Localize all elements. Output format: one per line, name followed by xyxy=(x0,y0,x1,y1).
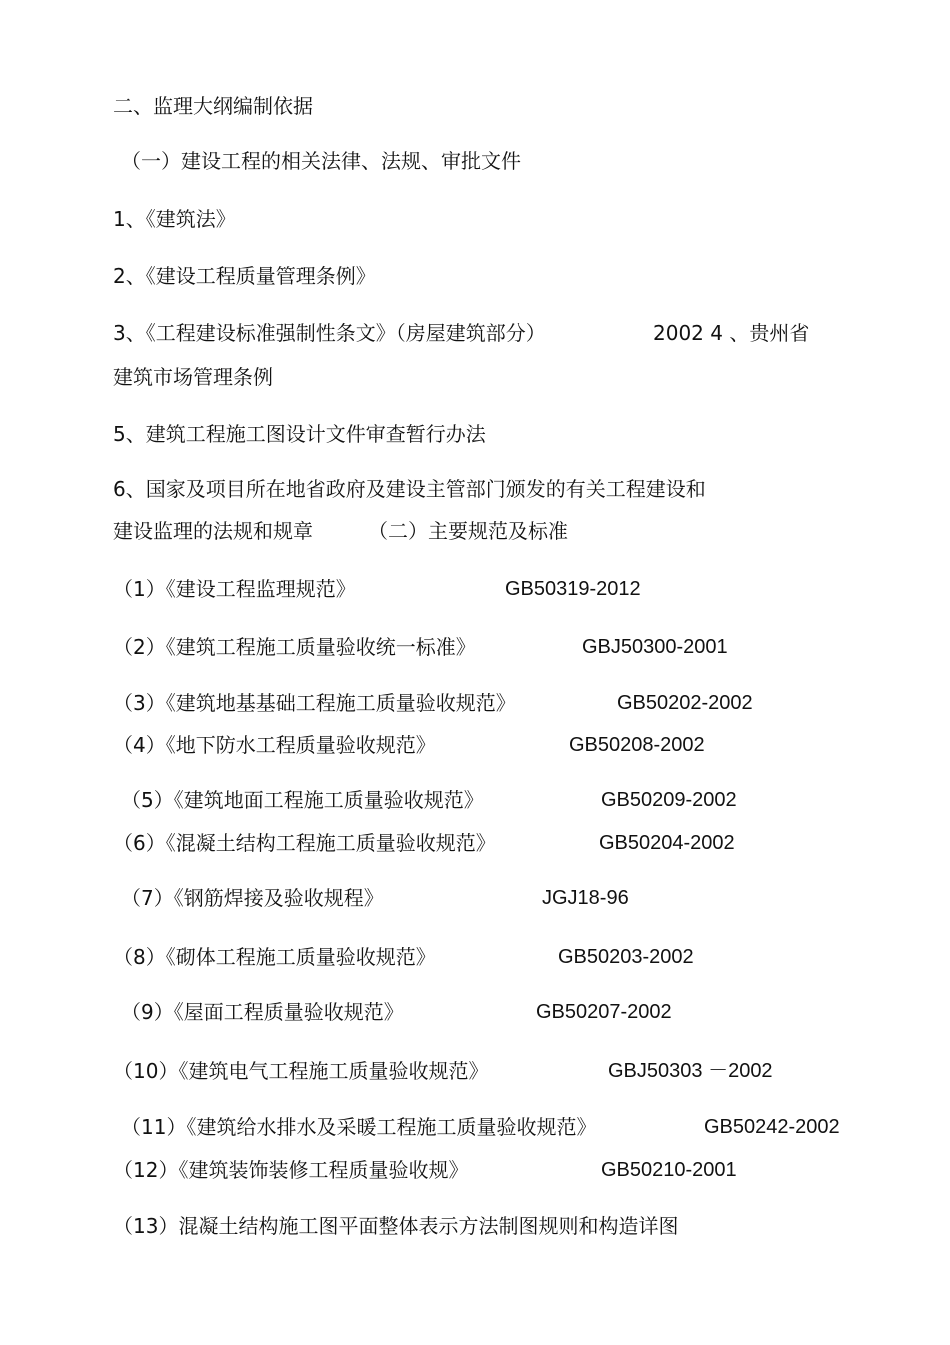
standard-name: （1）《建设工程监理规范》 xyxy=(113,577,356,601)
list-item: 3、《工程建设标准强制性条文》（房屋建筑部分） xyxy=(113,321,546,345)
standard-name: （9）《屋面工程质量验收规范》 xyxy=(121,1000,404,1024)
list-item: 建设监理的法规和规章 xyxy=(113,519,313,543)
standard-name: （11）《建筑给水排水及采暖工程施工质量验收规范》 xyxy=(121,1115,597,1139)
standard-code: GB50207-2002 xyxy=(536,1001,672,1023)
subsection-heading-laws: （一）建设工程的相关法律、法规、审批文件 xyxy=(121,149,521,173)
standard-code: GB50203-2002 xyxy=(558,946,694,968)
standard-code: GBJ50303 －2002 xyxy=(608,1060,773,1082)
standard-code: GB50319-2012 xyxy=(505,578,641,600)
standard-code: GB50202-2002 xyxy=(617,692,753,714)
standard-name: （2）《建筑工程施工质量验收统一标准》 xyxy=(113,635,476,659)
standard-code: GB50242-2002 xyxy=(704,1116,840,1138)
standard-name: （3）《建筑地基基础工程施工质量验收规范》 xyxy=(113,691,516,715)
standard-name: （7）《钢筋焊接及验收规程》 xyxy=(121,886,384,910)
list-item: 6、国家及项目所在地省政府及建设主管部门颁发的有关工程建设和 xyxy=(113,477,706,501)
standard-name: （13）混凝土结构施工图平面整体表示方法制图规则和构造详图 xyxy=(113,1214,679,1238)
standard-code: GB50208-2002 xyxy=(569,734,705,756)
standard-code: GB50204-2002 xyxy=(599,832,735,854)
section-heading: 二、监理大纲编制依据 xyxy=(113,94,313,118)
list-item: 1、《建筑法》 xyxy=(113,207,236,231)
list-item-continuation: 2002 4 、贵州省 xyxy=(653,321,810,345)
standard-name: （12）《建筑装饰装修工程质量验收规》 xyxy=(113,1158,469,1182)
standard-code: JGJ18-96 xyxy=(542,887,629,909)
standard-name: （10）《建筑电气工程施工质量验收规范》 xyxy=(113,1059,489,1083)
standard-name: （6）《混凝土结构工程施工质量验收规范》 xyxy=(113,831,496,855)
standard-name: （8）《砌体工程施工质量验收规范》 xyxy=(113,945,436,969)
standard-name: （4）《地下防水工程质量验收规范》 xyxy=(113,733,436,757)
standard-code: GB50210-2001 xyxy=(601,1159,737,1181)
standard-code: GBJ50300-2001 xyxy=(582,636,728,658)
list-item: 2、《建设工程质量管理条例》 xyxy=(113,264,376,288)
list-item: 5、建筑工程施工图设计文件审查暂行办法 xyxy=(113,422,486,446)
standard-name: （5）《建筑地面工程施工质量验收规范》 xyxy=(121,788,484,812)
standard-code: GB50209-2002 xyxy=(601,789,737,811)
subsection-heading-standards: （二）主要规范及标准 xyxy=(368,519,568,543)
list-item: 建筑市场管理条例 xyxy=(113,365,273,389)
